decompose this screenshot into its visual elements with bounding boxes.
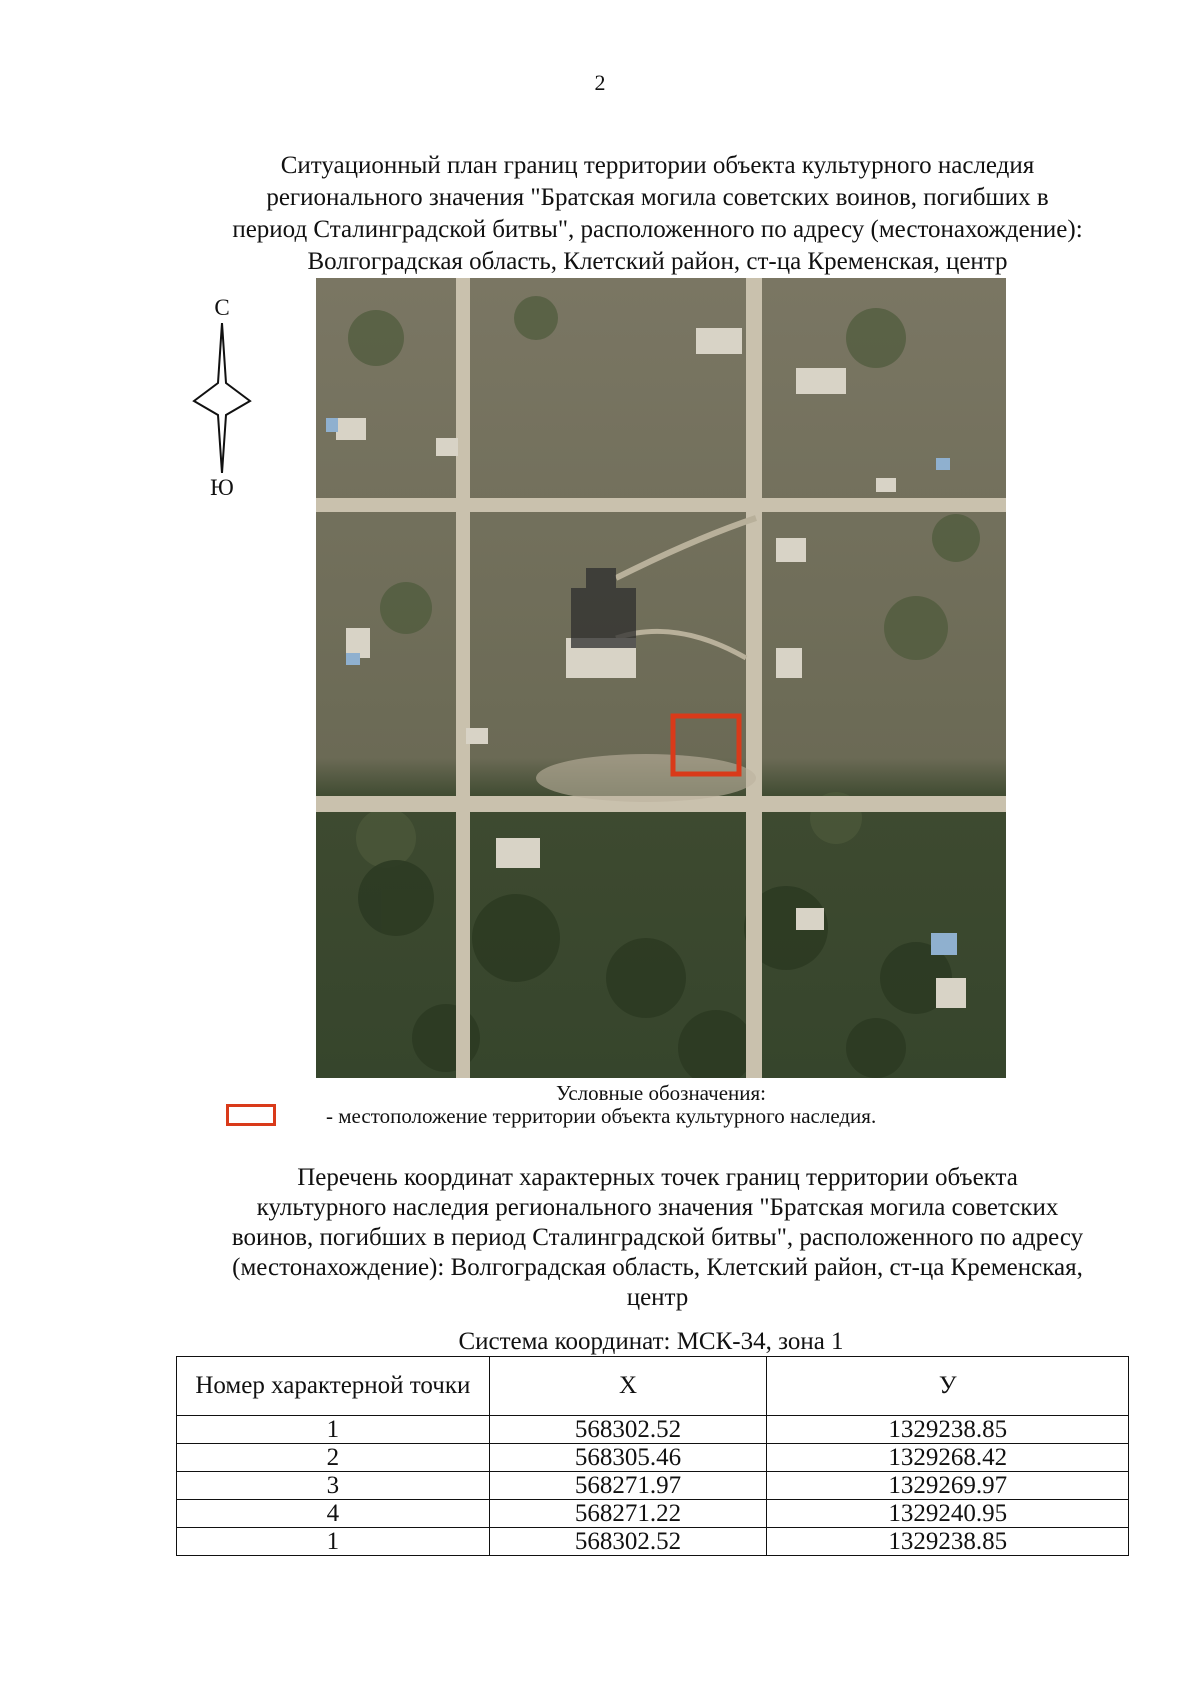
plan-title-line: регионального значения "Братская могила советских воинов, погибших в xyxy=(266,184,1049,211)
table-row xyxy=(177,1444,1129,1472)
y-value: 1329268.42 xyxy=(767,1444,1129,1472)
point-number: 3 xyxy=(177,1472,490,1500)
satellite-map xyxy=(316,278,1006,1078)
coordinates-heading-line: воинов, погибших в период Сталинградской битвы", расположенного по адресу xyxy=(231,1224,1084,1251)
plan-title-line: Волгоградская область, Клетский район, ст-ца Кременская, центр xyxy=(307,248,1008,275)
coordinates-heading xyxy=(170,1163,1145,1313)
x-value: 568302.52 xyxy=(489,1416,767,1444)
plan-title-line: период Сталинградской битвы", расположенного по адресу (местонахождение): xyxy=(232,216,1083,243)
y-value: 1329238.85 xyxy=(767,1416,1129,1444)
table-row xyxy=(177,1528,1129,1556)
compass-south-label: Ю xyxy=(210,475,234,500)
point-number: 1 xyxy=(177,1416,490,1444)
point-number: 2 xyxy=(177,1444,490,1472)
y-value: 1329238.85 xyxy=(767,1528,1129,1556)
column-header-y: У xyxy=(767,1357,1129,1416)
compass-north-label: С xyxy=(214,295,230,320)
legend-item xyxy=(226,1104,1006,1134)
x-value: 568271.22 xyxy=(489,1500,767,1528)
coordinates-heading-line: Перечень координат характерных точек границ территории объекта xyxy=(297,1164,1018,1191)
legend-swatch xyxy=(226,1104,276,1126)
point-number: 1 xyxy=(177,1528,490,1556)
page-number: 2 xyxy=(594,70,606,95)
column-header-x: X xyxy=(489,1357,767,1416)
coordinates-heading-line: культурного наследия регионального значения "Братская могила советских xyxy=(256,1194,1059,1221)
legend-title: Условные обозначения: xyxy=(555,1081,767,1105)
table-header-row xyxy=(177,1357,1129,1416)
x-value: 568305.46 xyxy=(489,1444,767,1472)
plan-title xyxy=(170,150,1145,278)
x-value: 568271.97 xyxy=(489,1472,767,1500)
compass-arrow-icon xyxy=(190,323,254,473)
plan-title-line: Ситуационный план границ территории объекта культурного наследия xyxy=(280,152,1035,179)
point-number: 4 xyxy=(177,1500,490,1528)
y-value: 1329240.95 xyxy=(767,1500,1129,1528)
compass xyxy=(190,295,254,500)
x-value: 568302.52 xyxy=(489,1528,767,1556)
column-header-point: Номер характерной точки xyxy=(177,1357,490,1416)
table-row xyxy=(177,1472,1129,1500)
table-row xyxy=(177,1500,1129,1528)
satellite-map-image xyxy=(316,278,1006,1078)
legend-item-label: - местоположение территории объекта культурного наследия. xyxy=(326,1104,877,1128)
coordinates-heading-line: (местонахождение): Волгоградская область, Клетский район, ст-ца Кременская, xyxy=(232,1254,1083,1281)
table-row xyxy=(177,1416,1129,1444)
coordinates-table xyxy=(176,1356,1129,1556)
coordinate-system-label: Система координат: МСК-34, зона 1 xyxy=(458,1328,844,1355)
coordinates-heading-line: центр xyxy=(626,1284,689,1311)
y-value: 1329269.97 xyxy=(767,1472,1129,1500)
